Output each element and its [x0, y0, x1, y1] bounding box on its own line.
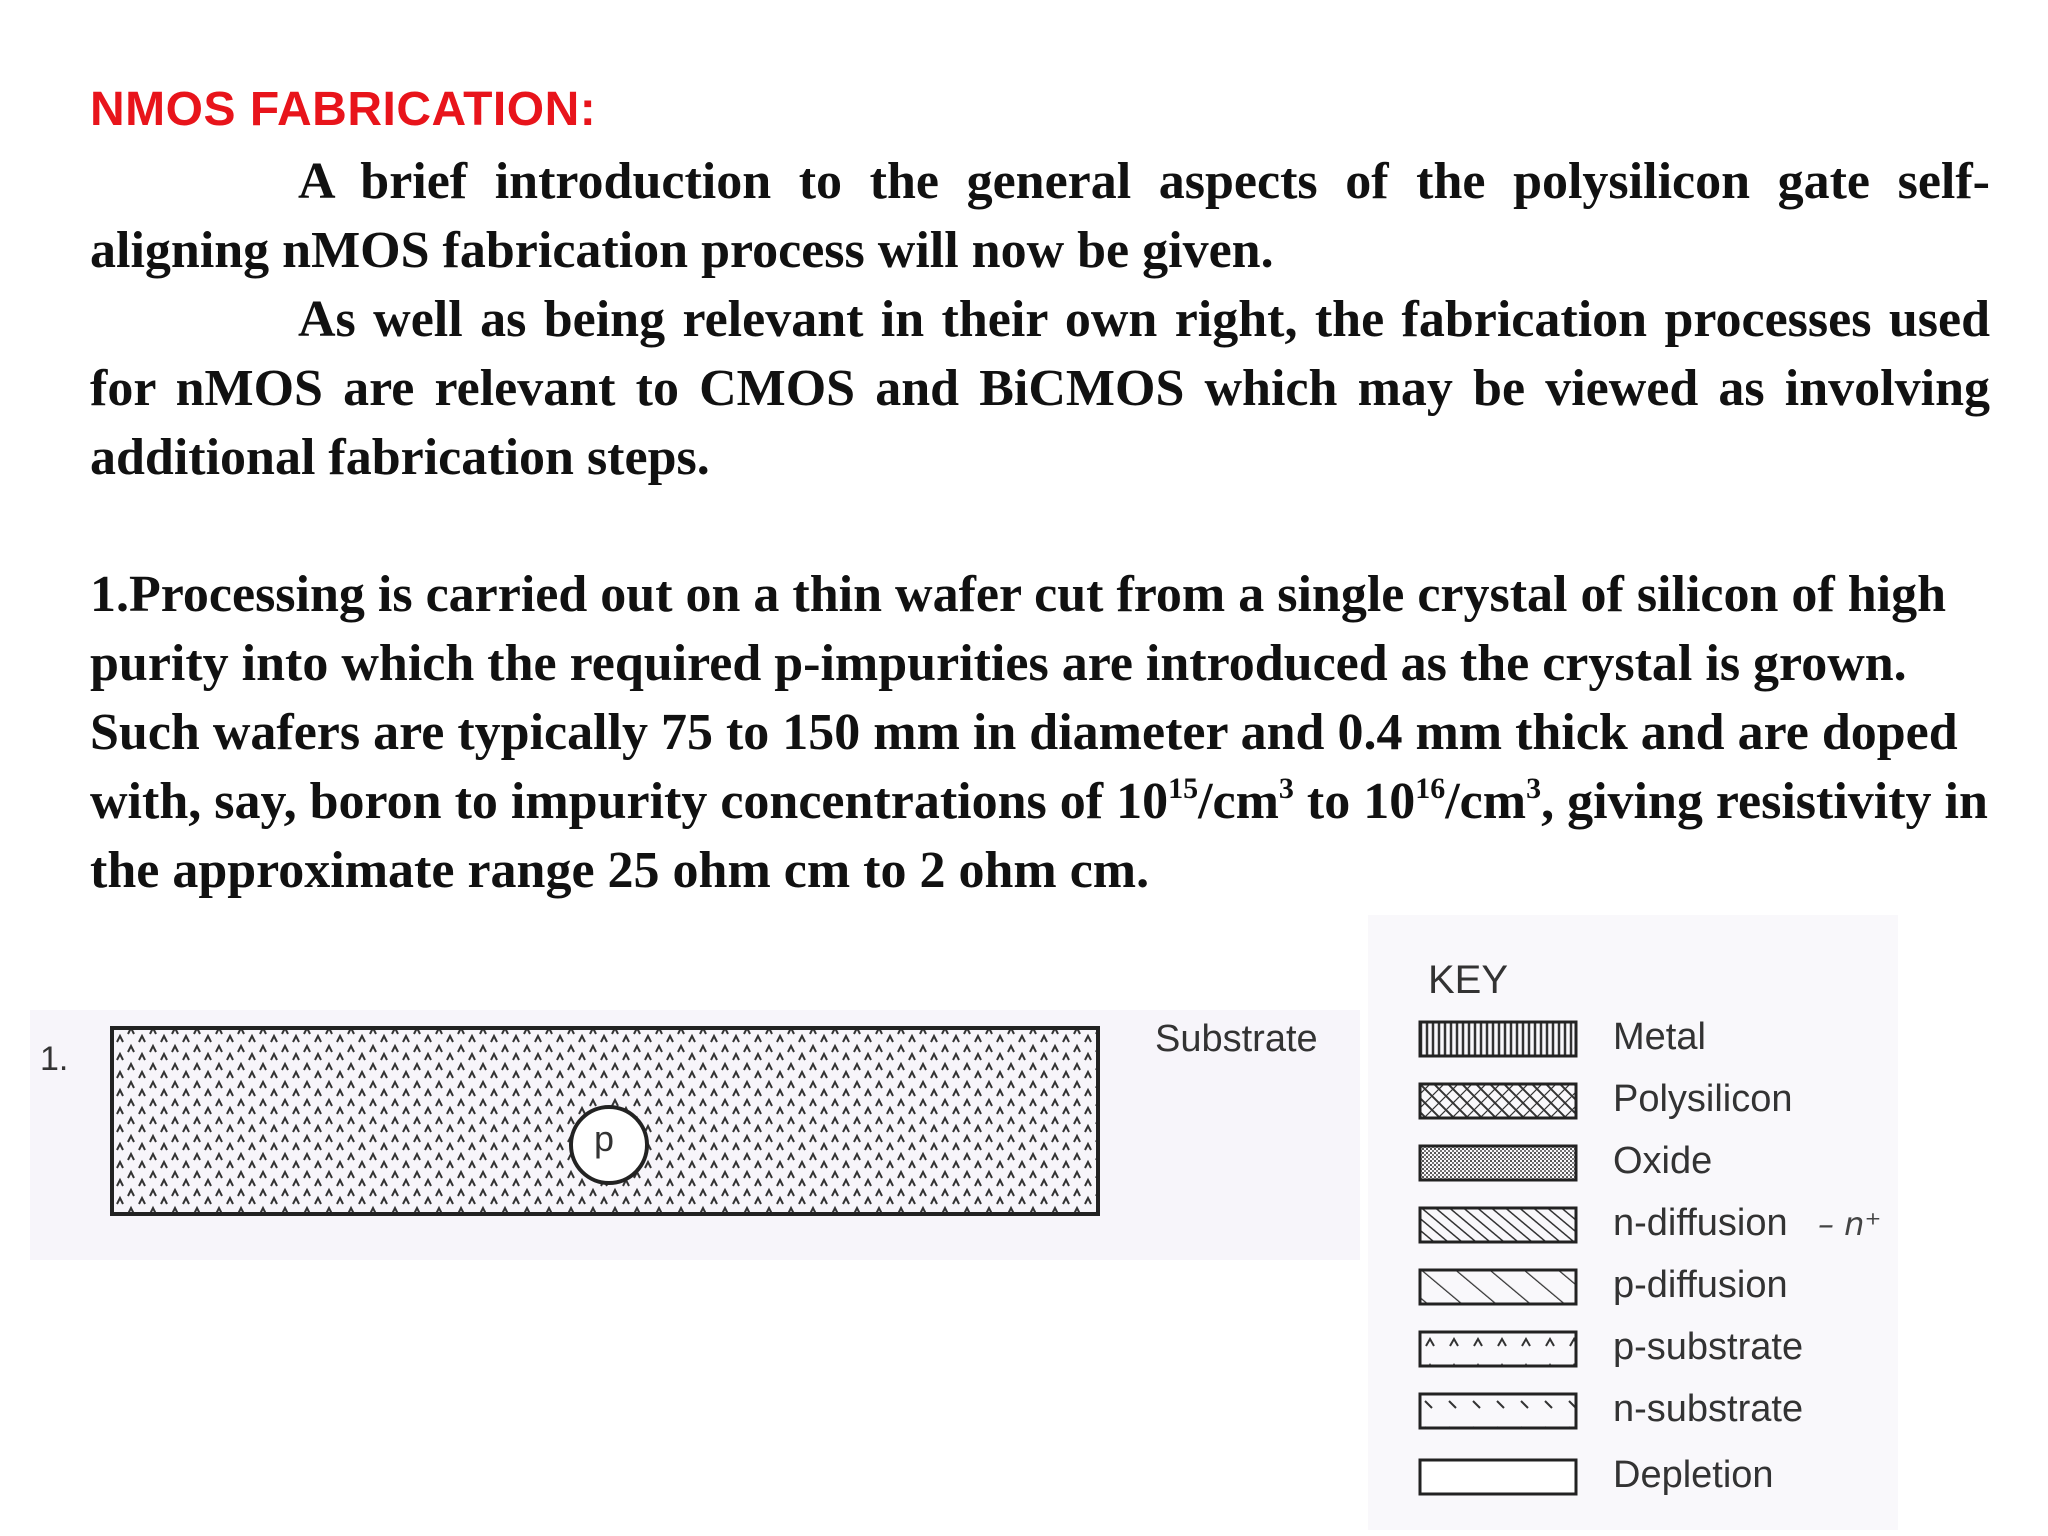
intro-paragraph-2: As well as being relevant in their own right, the fabrication processes used for nMOS are relevant to CMOS and BiCMOS which may be viewed as involving additional fabrication steps. [90, 291, 1990, 486]
key-label: p-substrate [1613, 1326, 1804, 1368]
region-label-p: p [594, 1118, 615, 1159]
key-item-polysilicon [1418, 1078, 1898, 1128]
key-item-metal [1418, 1016, 1898, 1066]
polysilicon-swatch-icon [1418, 1082, 1578, 1120]
key-label: n-substrate [1613, 1388, 1804, 1430]
step-1-paragraph: 1.Processing is carried out on a thin wafer cut from a single crystal of silicon of high purity into which the required p-impurities are introduced as the crystal is grown. Such wafers are typically 75 to 150 mm in diameter and 0.4 mm thick and are doped with, say, boron to impurity concentrations of $10^{15}/cm^3$ to $10^{16}/cm^3$, giving resistivity in the approximate range 25 ohm cm to 2 ohm cm. [90, 566, 1988, 899]
n-diffusion-swatch-icon [1418, 1206, 1578, 1244]
oxide-swatch-icon [1418, 1144, 1578, 1182]
key-item-p-substrate [1418, 1326, 1898, 1376]
p-diffusion-swatch-icon [1418, 1268, 1578, 1306]
n-substrate-swatch-icon [1418, 1392, 1578, 1430]
key-title: KEY [1428, 958, 1509, 1002]
key-label: p-diffusion [1613, 1264, 1788, 1306]
intro-paragraph-1: A brief introduction to the general aspects of the polysilicon gate self-aligning nMOS fabrication process will now be given. [90, 153, 1990, 279]
key-label: Metal [1613, 1016, 1706, 1058]
depletion-swatch-icon [1418, 1458, 1578, 1496]
key-label: Depletion [1613, 1454, 1774, 1496]
key-label: n-diffusion [1613, 1202, 1788, 1244]
p-substrate-cross-section [110, 1026, 1100, 1216]
p-substrate-swatch-icon [1418, 1330, 1578, 1368]
key-label: Oxide [1613, 1140, 1713, 1182]
key-item-oxide [1418, 1140, 1898, 1190]
metal-swatch-icon [1418, 1020, 1578, 1058]
substrate-label: Substrate [1155, 1018, 1318, 1060]
key-item-depletion [1418, 1454, 1898, 1504]
figure-step-number: 1. [40, 1040, 69, 1078]
key-item-n-substrate [1418, 1388, 1898, 1438]
handwritten-annotation: – n⁺ [1818, 1205, 1882, 1243]
key-item-p-diffusion [1418, 1264, 1898, 1314]
key-label: Polysilicon [1613, 1078, 1793, 1120]
page-heading: NMOS FABRICATION: [90, 83, 597, 136]
